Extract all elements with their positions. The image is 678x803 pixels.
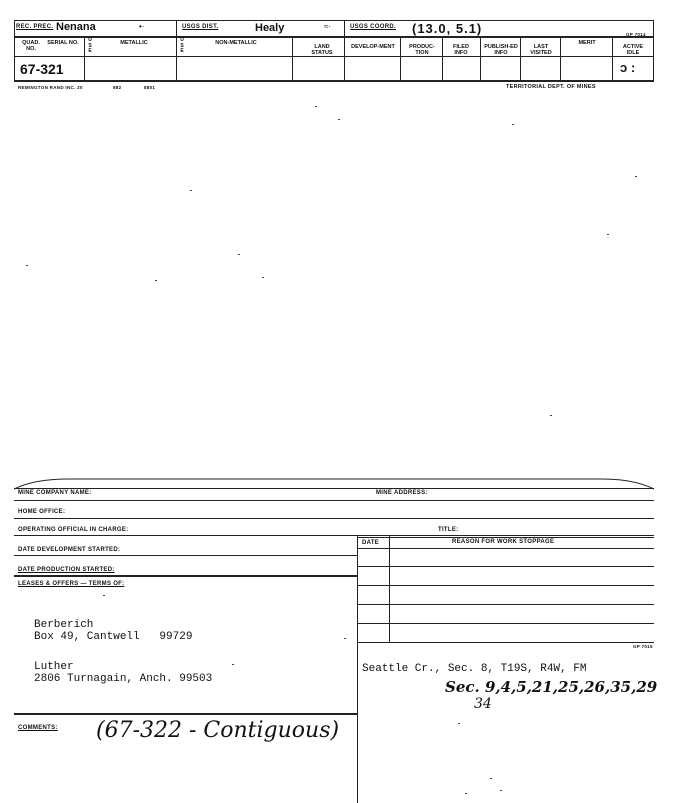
speck — [103, 595, 105, 596]
rule — [400, 36, 401, 81]
rule — [357, 566, 654, 567]
title-label: TITLE: — [438, 527, 459, 533]
col-use-marker: U S E — [180, 37, 184, 54]
stoppage-reason-header: REASON FOR WORK STOPPAGE — [452, 539, 555, 545]
location-handwritten-line-1: Sec. 9,4,5,21,25,26,35,29 — [445, 678, 658, 696]
header-card — [14, 20, 654, 82]
col-production: PRODUC-TION — [409, 44, 435, 56]
speck — [338, 119, 340, 120]
mine-address-label: MINE ADDRESS: — [376, 490, 428, 496]
date-development-label: DATE DEVELOPMENT STARTED: — [18, 547, 121, 553]
usgs-coord-value: (13.0, 5.1) — [412, 21, 483, 36]
rule — [357, 585, 654, 586]
col-quad-no: QUAD. NO. — [22, 40, 40, 52]
owner-1-name: Berberich — [34, 619, 94, 631]
speck — [232, 664, 234, 665]
rule — [176, 20, 177, 81]
comments-label: COMMENTS: — [18, 725, 58, 731]
rule — [14, 575, 357, 577]
col-use-marker: U S E — [88, 37, 92, 54]
col-non-metallic: NON-METALLIC — [215, 40, 257, 46]
tick-mark: •· — [139, 22, 145, 31]
quad-serial-value: 67-321 — [20, 61, 64, 77]
mine-company-name-label: MINE COMPANY NAME: — [18, 490, 92, 496]
header-form-number: GP 7014 — [626, 32, 646, 37]
rule — [480, 36, 481, 81]
leases-label: LEASES & OFFERS — TERMS OF: — [18, 581, 125, 587]
rule — [389, 535, 390, 642]
location-typed: Seattle Cr., Sec. 8, T19S, R4W, FM — [362, 663, 587, 675]
rule — [14, 80, 654, 82]
col-last-visited: LAST VISITED — [530, 44, 552, 56]
owner-1-address: Box 49, Cantwell 99729 — [34, 631, 193, 643]
usgs-coord-label: USGS COORD. — [350, 24, 396, 30]
date-production-label: DATE PRODUCTION STARTED: — [18, 567, 115, 573]
usgs-dist-value: Healy — [255, 22, 285, 34]
speck — [238, 254, 240, 255]
speck — [26, 265, 28, 266]
rule — [14, 500, 654, 501]
rule — [14, 56, 654, 57]
rule — [357, 623, 654, 624]
rule — [357, 642, 358, 803]
stoppage-date-header: DATE — [362, 540, 380, 546]
speck — [155, 280, 157, 281]
speck — [490, 778, 492, 779]
owner-2-name: Luther — [34, 661, 74, 673]
comments-handwritten: (67-322 - Contiguous) — [96, 718, 340, 743]
home-office-label: HOME OFFICE: — [18, 509, 66, 515]
rule — [357, 537, 654, 538]
rule — [14, 36, 654, 38]
speck — [550, 415, 552, 416]
printer-imprint: REMINGTON RAND INC. 20 — [18, 85, 83, 90]
speck — [607, 234, 609, 235]
active-mark: ↄ : — [620, 60, 636, 75]
speck — [465, 793, 467, 794]
rule — [357, 604, 654, 605]
usgs-dist-label: USGS DIST. — [182, 24, 219, 30]
speck — [262, 277, 264, 278]
rule — [14, 20, 654, 21]
col-active-idle: ACTIVE IDLE — [622, 44, 644, 56]
rule — [84, 36, 85, 81]
rule — [357, 535, 358, 642]
tick-mark: ≈· — [324, 22, 332, 31]
speck — [512, 124, 514, 125]
rule — [14, 488, 654, 489]
rec-prec-label: REC. PREC. — [16, 24, 54, 30]
col-metallic: METALLIC — [120, 40, 148, 46]
location-handwritten-line-2: 34 — [474, 696, 492, 712]
department-name: TERRITORIAL DEPT. OF MINES — [506, 84, 596, 90]
imprint-code-1: 882 — [113, 85, 122, 90]
rule — [344, 20, 345, 37]
rule — [292, 36, 293, 81]
rule — [520, 36, 521, 81]
rule — [14, 535, 654, 536]
owner-2-address: 2806 Turnagain, Anch. 99503 — [34, 673, 213, 685]
rule — [442, 36, 443, 81]
col-development: DEVELOP-MENT — [351, 44, 395, 50]
col-serial-no: SERIAL NO. — [47, 40, 79, 46]
col-published-info: PUBLISH-ED INFO — [484, 44, 518, 56]
rule — [14, 713, 357, 715]
speck — [635, 176, 637, 177]
rule — [357, 548, 654, 549]
rec-prec-value: Nenana — [56, 21, 96, 33]
col-merit: MERIT — [578, 40, 596, 46]
rule — [14, 555, 357, 556]
rule — [653, 20, 654, 81]
speck — [500, 790, 502, 791]
operating-official-label: OPERATING OFFICIAL IN CHARGE: — [18, 527, 129, 533]
col-filed-info: FILED INFO — [453, 44, 469, 56]
speck — [458, 723, 460, 724]
rule — [612, 36, 613, 81]
rule — [14, 518, 654, 519]
rule — [344, 36, 345, 81]
speck — [190, 190, 192, 191]
rule — [560, 36, 561, 81]
col-land-status: LAND STATUS — [311, 44, 333, 56]
imprint-code-2: 8801 — [144, 85, 156, 90]
lower-form-number: GP 7015 — [633, 644, 653, 649]
speck — [344, 638, 346, 639]
rule — [357, 642, 654, 643]
rule — [14, 20, 15, 81]
speck — [315, 106, 317, 107]
